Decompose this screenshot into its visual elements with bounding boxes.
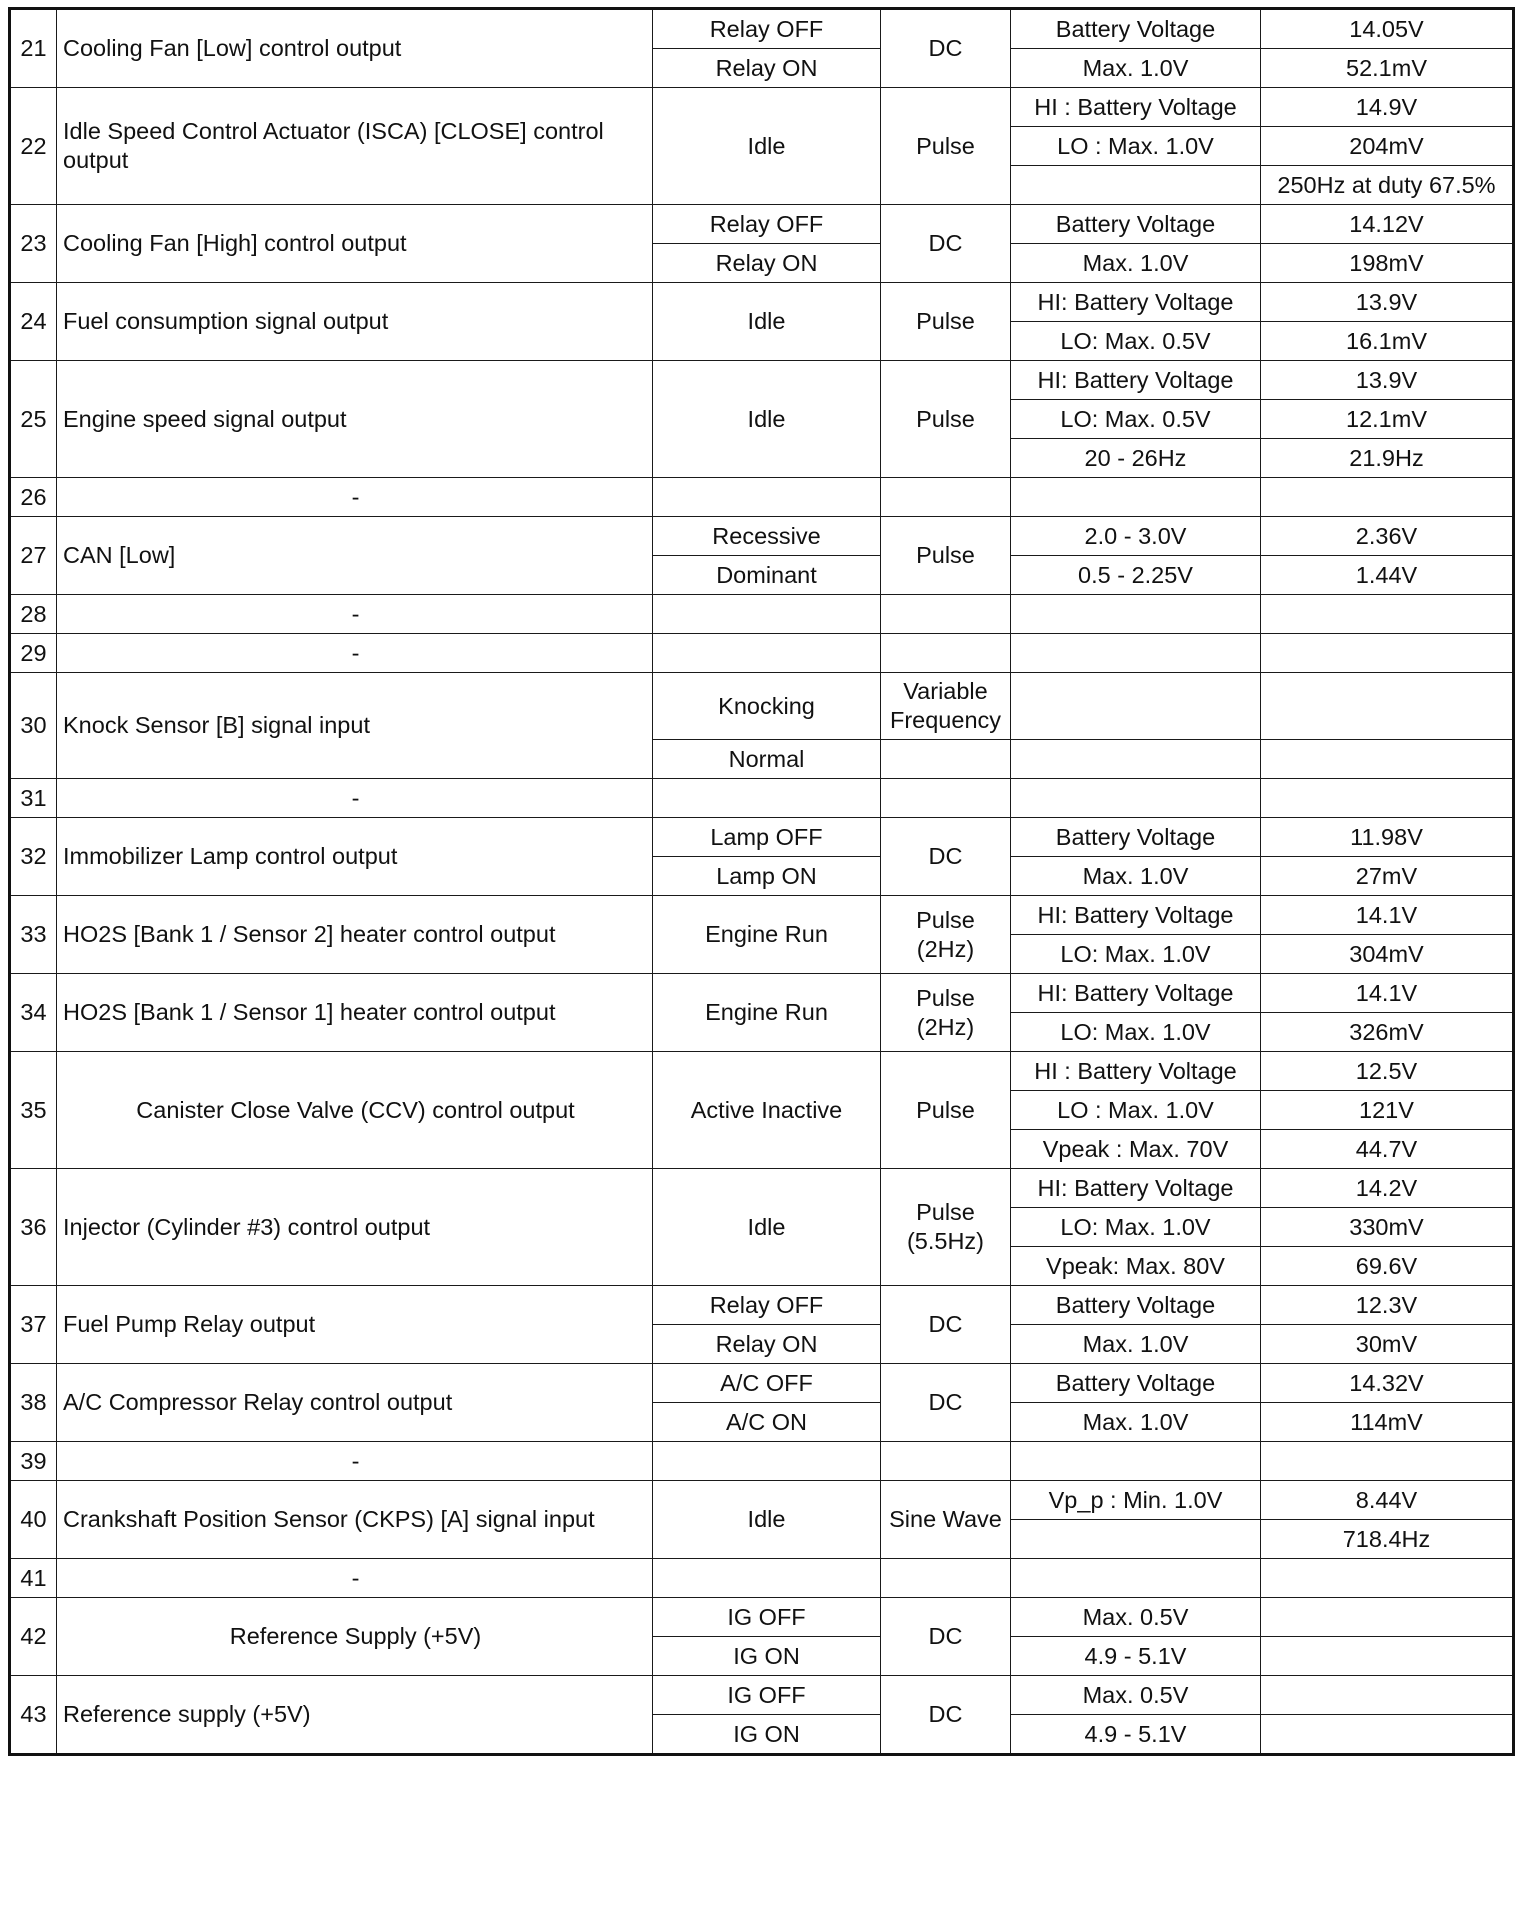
specification-cell: LO: Max. 0.5V [1011, 322, 1261, 361]
specification-cell: 4.9 - 5.1V [1011, 1715, 1261, 1755]
condition-cell: Idle [653, 1169, 881, 1286]
pin-table-sheet [8, 7, 1512, 1756]
specification-cell [1011, 673, 1261, 740]
test-result-cell: 14.32V [1261, 1364, 1514, 1403]
signal-type-cell [881, 1442, 1011, 1481]
table-row [10, 283, 1514, 322]
pin-description: A/C Compressor Relay control output [57, 1364, 653, 1442]
specification-cell: Max. 0.5V [1011, 1676, 1261, 1715]
signal-type-cell: Pulse (5.5Hz) [881, 1169, 1011, 1286]
pin-description: - [57, 478, 653, 517]
specification-cell: 20 - 26Hz [1011, 439, 1261, 478]
pin-number: 31 [10, 779, 57, 818]
specification-cell: 0.5 - 2.25V [1011, 556, 1261, 595]
test-result-cell [1261, 478, 1514, 517]
specification-cell: HI: Battery Voltage [1011, 283, 1261, 322]
pin-description: Cooling Fan [High] control output [57, 205, 653, 283]
pin-number: 27 [10, 517, 57, 595]
pin-description: Fuel Pump Relay output [57, 1286, 653, 1364]
pin-description: Reference Supply (+5V) [57, 1598, 653, 1676]
specification-cell [1011, 1520, 1261, 1559]
test-result-cell [1261, 740, 1514, 779]
signal-type-cell: Variable Frequency [881, 673, 1011, 740]
specification-cell [1011, 634, 1261, 673]
table-row [10, 1364, 1514, 1403]
test-result-cell: 12.1mV [1261, 400, 1514, 439]
pin-number: 36 [10, 1169, 57, 1286]
table-row [10, 673, 1514, 740]
condition-cell: IG OFF [653, 1676, 881, 1715]
table-row [10, 1169, 1514, 1208]
condition-cell: IG OFF [653, 1598, 881, 1637]
condition-cell: Active Inactive [653, 1052, 881, 1169]
signal-type-cell: DC [881, 1676, 1011, 1755]
condition-cell: Relay ON [653, 244, 881, 283]
signal-type-cell: Pulse (2Hz) [881, 974, 1011, 1052]
pin-description: Canister Close Valve (CCV) control output [57, 1052, 653, 1169]
signal-type-cell: Pulse [881, 361, 1011, 478]
condition-cell: Recessive [653, 517, 881, 556]
condition-cell: Lamp OFF [653, 818, 881, 857]
specification-cell: Max. 1.0V [1011, 1325, 1261, 1364]
specification-cell: Vp_p : Min. 1.0V [1011, 1481, 1261, 1520]
test-result-cell: 27mV [1261, 857, 1514, 896]
test-result-cell [1261, 1559, 1514, 1598]
table-row [10, 974, 1514, 1013]
pin-number: 23 [10, 205, 57, 283]
pin-description: - [57, 1559, 653, 1598]
test-result-cell: 718.4Hz [1261, 1520, 1514, 1559]
table-row [10, 1598, 1514, 1637]
pin-number: 35 [10, 1052, 57, 1169]
pin-number: 28 [10, 595, 57, 634]
signal-type-cell [881, 779, 1011, 818]
pin-description: Engine speed signal output [57, 361, 653, 478]
pin-number: 25 [10, 361, 57, 478]
signal-type-cell [881, 634, 1011, 673]
table-row [10, 361, 1514, 400]
pin-number: 39 [10, 1442, 57, 1481]
signal-type-cell [881, 1559, 1011, 1598]
signal-type-cell: Pulse [881, 1052, 1011, 1169]
table-row [10, 1052, 1514, 1091]
specification-cell [1011, 595, 1261, 634]
signal-type-cell [881, 478, 1011, 517]
test-result-cell: 1.44V [1261, 556, 1514, 595]
specification-cell: LO: Max. 1.0V [1011, 1013, 1261, 1052]
specification-cell: LO : Max. 1.0V [1011, 127, 1261, 166]
table-row [10, 1481, 1514, 1520]
table-row [10, 9, 1514, 49]
condition-cell [653, 634, 881, 673]
condition-cell: Normal [653, 740, 881, 779]
pin-description: CAN [Low] [57, 517, 653, 595]
condition-cell: IG ON [653, 1637, 881, 1676]
pin-number: 40 [10, 1481, 57, 1559]
pin-number: 42 [10, 1598, 57, 1676]
signal-type-cell: DC [881, 1598, 1011, 1676]
ecm-pin-specification-table [8, 7, 1515, 1756]
condition-cell: Idle [653, 1481, 881, 1559]
pin-description: HO2S [Bank 1 / Sensor 1] heater control output [57, 974, 653, 1052]
pin-number: 43 [10, 1676, 57, 1755]
pin-description: Idle Speed Control Actuator (ISCA) [CLOSE] control output [57, 88, 653, 205]
pin-description: Reference supply (+5V) [57, 1676, 653, 1755]
specification-cell: Battery Voltage [1011, 1286, 1261, 1325]
test-result-cell: 326mV [1261, 1013, 1514, 1052]
specification-cell: Vpeak : Max. 70V [1011, 1130, 1261, 1169]
specification-cell: Max. 1.0V [1011, 857, 1261, 896]
signal-type-cell: Pulse (2Hz) [881, 896, 1011, 974]
table-row [10, 896, 1514, 935]
signal-type-cell: Pulse [881, 88, 1011, 205]
table-row [10, 634, 1514, 673]
specification-cell [1011, 1559, 1261, 1598]
specification-cell: Battery Voltage [1011, 818, 1261, 857]
condition-cell: Relay OFF [653, 205, 881, 244]
pin-number: 29 [10, 634, 57, 673]
test-result-cell: 198mV [1261, 244, 1514, 283]
condition-cell: Engine Run [653, 974, 881, 1052]
table-row [10, 595, 1514, 634]
condition-cell: Idle [653, 88, 881, 205]
test-result-cell: 14.2V [1261, 1169, 1514, 1208]
specification-cell: LO: Max. 0.5V [1011, 400, 1261, 439]
specification-cell: LO : Max. 1.0V [1011, 1091, 1261, 1130]
specification-cell: HI: Battery Voltage [1011, 896, 1261, 935]
test-result-cell: 2.36V [1261, 517, 1514, 556]
test-result-cell [1261, 673, 1514, 740]
test-result-cell: 14.12V [1261, 205, 1514, 244]
table-body [10, 9, 1514, 1755]
pin-description: Cooling Fan [Low] control output [57, 9, 653, 88]
pin-description: Immobilizer Lamp control output [57, 818, 653, 896]
pin-description: - [57, 1442, 653, 1481]
signal-type-cell: DC [881, 9, 1011, 88]
pin-description: - [57, 595, 653, 634]
specification-cell: Max. 1.0V [1011, 49, 1261, 88]
specification-cell [1011, 740, 1261, 779]
test-result-cell: 330mV [1261, 1208, 1514, 1247]
test-result-cell: 30mV [1261, 1325, 1514, 1364]
condition-cell: Relay ON [653, 1325, 881, 1364]
specification-cell: 2.0 - 3.0V [1011, 517, 1261, 556]
table-row [10, 478, 1514, 517]
table-row [10, 88, 1514, 127]
test-result-cell [1261, 634, 1514, 673]
specification-cell: HI: Battery Voltage [1011, 1169, 1261, 1208]
specification-cell: Max. 0.5V [1011, 1598, 1261, 1637]
table-row [10, 779, 1514, 818]
condition-cell: Dominant [653, 556, 881, 595]
pin-number: 21 [10, 9, 57, 88]
test-result-cell [1261, 1598, 1514, 1637]
test-result-cell: 14.05V [1261, 9, 1514, 49]
pin-number: 32 [10, 818, 57, 896]
condition-cell: IG ON [653, 1715, 881, 1755]
test-result-cell [1261, 595, 1514, 634]
pin-number: 33 [10, 896, 57, 974]
pin-description: Knock Sensor [B] signal input [57, 673, 653, 779]
condition-cell: A/C ON [653, 1403, 881, 1442]
signal-type-cell: DC [881, 1364, 1011, 1442]
signal-type-cell [881, 595, 1011, 634]
specification-cell: HI : Battery Voltage [1011, 1052, 1261, 1091]
test-result-cell: 304mV [1261, 935, 1514, 974]
specification-cell: HI: Battery Voltage [1011, 974, 1261, 1013]
test-result-cell: 21.9Hz [1261, 439, 1514, 478]
test-result-cell: 14.1V [1261, 896, 1514, 935]
pin-description: HO2S [Bank 1 / Sensor 2] heater control output [57, 896, 653, 974]
condition-cell: Relay OFF [653, 9, 881, 49]
table-row [10, 1676, 1514, 1715]
signal-type-cell: DC [881, 818, 1011, 896]
pin-number: 34 [10, 974, 57, 1052]
pin-number: 24 [10, 283, 57, 361]
test-result-cell: 13.9V [1261, 361, 1514, 400]
specification-cell [1011, 779, 1261, 818]
specification-cell: Max. 1.0V [1011, 244, 1261, 283]
condition-cell: Idle [653, 283, 881, 361]
test-result-cell [1261, 1637, 1514, 1676]
test-result-cell: 204mV [1261, 127, 1514, 166]
test-result-cell: 13.9V [1261, 283, 1514, 322]
specification-cell: HI : Battery Voltage [1011, 88, 1261, 127]
pin-number: 41 [10, 1559, 57, 1598]
specification-cell: HI: Battery Voltage [1011, 361, 1261, 400]
pin-number: 37 [10, 1286, 57, 1364]
table-row [10, 1559, 1514, 1598]
signal-type-cell: DC [881, 1286, 1011, 1364]
test-result-cell: 12.3V [1261, 1286, 1514, 1325]
condition-cell: Relay ON [653, 49, 881, 88]
pin-number: 22 [10, 88, 57, 205]
pin-description: - [57, 634, 653, 673]
table-row [10, 1286, 1514, 1325]
signal-type-cell [881, 740, 1011, 779]
table-row [10, 1442, 1514, 1481]
condition-cell [653, 779, 881, 818]
condition-cell [653, 595, 881, 634]
condition-cell [653, 1442, 881, 1481]
specification-cell: LO: Max. 1.0V [1011, 1208, 1261, 1247]
test-result-cell: 8.44V [1261, 1481, 1514, 1520]
test-result-cell: 69.6V [1261, 1247, 1514, 1286]
condition-cell: Knocking [653, 673, 881, 740]
test-result-cell: 14.9V [1261, 88, 1514, 127]
test-result-cell: 11.98V [1261, 818, 1514, 857]
test-result-cell: 44.7V [1261, 1130, 1514, 1169]
condition-cell [653, 478, 881, 517]
signal-type-cell: Sine Wave [881, 1481, 1011, 1559]
condition-cell: A/C OFF [653, 1364, 881, 1403]
condition-cell [653, 1559, 881, 1598]
test-result-cell: 16.1mV [1261, 322, 1514, 361]
signal-type-cell: DC [881, 205, 1011, 283]
test-result-cell: 250Hz at duty 67.5% [1261, 166, 1514, 205]
specification-cell [1011, 478, 1261, 517]
test-result-cell [1261, 1676, 1514, 1715]
specification-cell: Battery Voltage [1011, 1364, 1261, 1403]
specification-cell: Battery Voltage [1011, 205, 1261, 244]
signal-type-cell: Pulse [881, 283, 1011, 361]
test-result-cell: 12.5V [1261, 1052, 1514, 1091]
pin-number: 38 [10, 1364, 57, 1442]
pin-description: - [57, 779, 653, 818]
table-row [10, 205, 1514, 244]
condition-cell: Engine Run [653, 896, 881, 974]
specification-cell: Max. 1.0V [1011, 1403, 1261, 1442]
test-result-cell [1261, 1442, 1514, 1481]
specification-cell: Battery Voltage [1011, 9, 1261, 49]
condition-cell: Idle [653, 361, 881, 478]
table-row [10, 818, 1514, 857]
table-row [10, 517, 1514, 556]
condition-cell: Relay OFF [653, 1286, 881, 1325]
specification-cell [1011, 166, 1261, 205]
pin-description: Injector (Cylinder #3) control output [57, 1169, 653, 1286]
test-result-cell [1261, 1715, 1514, 1755]
condition-cell: Lamp ON [653, 857, 881, 896]
specification-cell: Vpeak: Max. 80V [1011, 1247, 1261, 1286]
specification-cell: 4.9 - 5.1V [1011, 1637, 1261, 1676]
specification-cell [1011, 1442, 1261, 1481]
test-result-cell: 52.1mV [1261, 49, 1514, 88]
signal-type-cell: Pulse [881, 517, 1011, 595]
pin-description: Fuel consumption signal output [57, 283, 653, 361]
pin-number: 26 [10, 478, 57, 517]
test-result-cell [1261, 779, 1514, 818]
pin-number: 30 [10, 673, 57, 779]
pin-description: Crankshaft Position Sensor (CKPS) [A] signal input [57, 1481, 653, 1559]
test-result-cell: 14.1V [1261, 974, 1514, 1013]
test-result-cell: 121V [1261, 1091, 1514, 1130]
test-result-cell: 114mV [1261, 1403, 1514, 1442]
specification-cell: LO: Max. 1.0V [1011, 935, 1261, 974]
